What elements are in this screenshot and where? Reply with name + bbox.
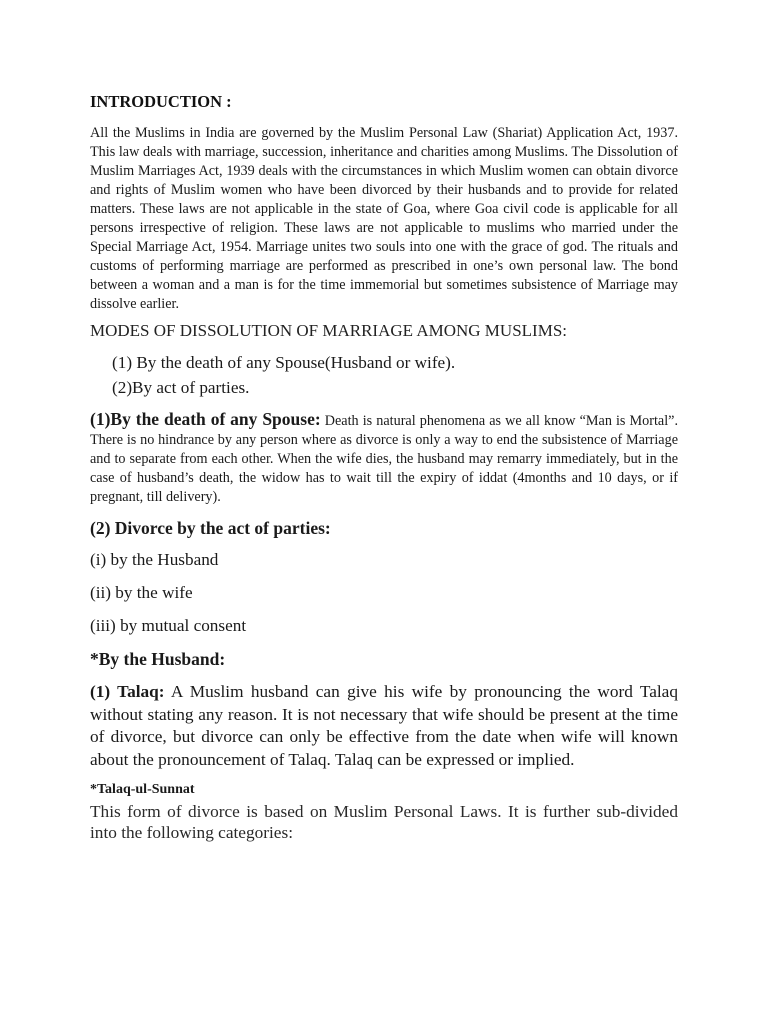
death-section-paragraph	[90, 410, 678, 507]
talaq-text: A Muslim husband can give his wife by pronouncing the word Talaq without stating any reason. It is not necessary that wife should be present at the time of divorce, but divorce can only be effective from the date when wife will known about the pronouncement of Talaq. Talaq can be expressed or implied.	[90, 682, 678, 769]
talaq-lead: (1) Talaq:	[90, 682, 165, 701]
mode-item-parties: (2)By act of parties.	[112, 378, 250, 397]
divorce-item-husband: (i) by the Husband	[90, 550, 219, 569]
modes-list	[112, 350, 678, 400]
document-page	[90, 92, 678, 843]
sunnat-paragraph: This form of divorce is based on Muslim Personal Laws. It is further sub-divided into the following categories:	[90, 802, 678, 842]
introduction-heading: INTRODUCTION :	[90, 92, 232, 111]
divorce-list	[90, 549, 678, 637]
divorce-heading: (2) Divorce by the act of parties:	[90, 518, 331, 538]
husband-heading: *By the Husband:	[90, 649, 226, 669]
divorce-item-mutual: (iii) by mutual consent	[90, 616, 247, 635]
divorce-item-wife: (ii) by the wife	[90, 583, 193, 602]
modes-heading: MODES OF DISSOLUTION OF MARRIAGE AMONG MUSLIMS:	[90, 321, 567, 340]
sunnat-heading: *Talaq-ul-Sunnat	[90, 782, 195, 797]
death-section-lead: (1)By the death of any Spouse:	[90, 409, 321, 429]
introduction-paragraph: All the Muslims in India are governed by the Muslim Personal Law (Shariat) Application Act, 1937. This law deals with marriage, succession, inheritance and charities among Muslims. The Dissolution of Muslim Marriages Act, 1939 deals with the circumstances in which Muslim women can obtain divorce and rights of Muslim women who have been divorced by their husbands and to provide for related matters. These laws are not applicable in the state of Goa, where Goa civil code is applicable for all persons irrespective of religion. These laws are not applicable to muslims who married under the Special Marriage Act, 1954. Marriage unites two souls into one with the grace of god. The rituals and customs of performing marriage are performed as prescribed in one’s own personal law. The bond between a woman and a man is for the time immemorial but sometimes subsistence of Marriage may dissolve earlier.	[90, 125, 678, 312]
death-section-text: Death is natural phenomena as we all know “Man is Mortal”. There is no hindrance by any person where as divorce is only a way to end the subsistence of Marriage and to separate from each other. When the wife dies, the husband may remarry immediately, but in the case of husband’s death, the widow has to wait till the expiry of iddat (4months and 10 days, or if pregnant, till delivery).	[90, 413, 678, 505]
mode-item-death: (1) By the death of any Spouse(Husband or wife).	[112, 353, 456, 372]
talaq-paragraph	[90, 681, 678, 771]
